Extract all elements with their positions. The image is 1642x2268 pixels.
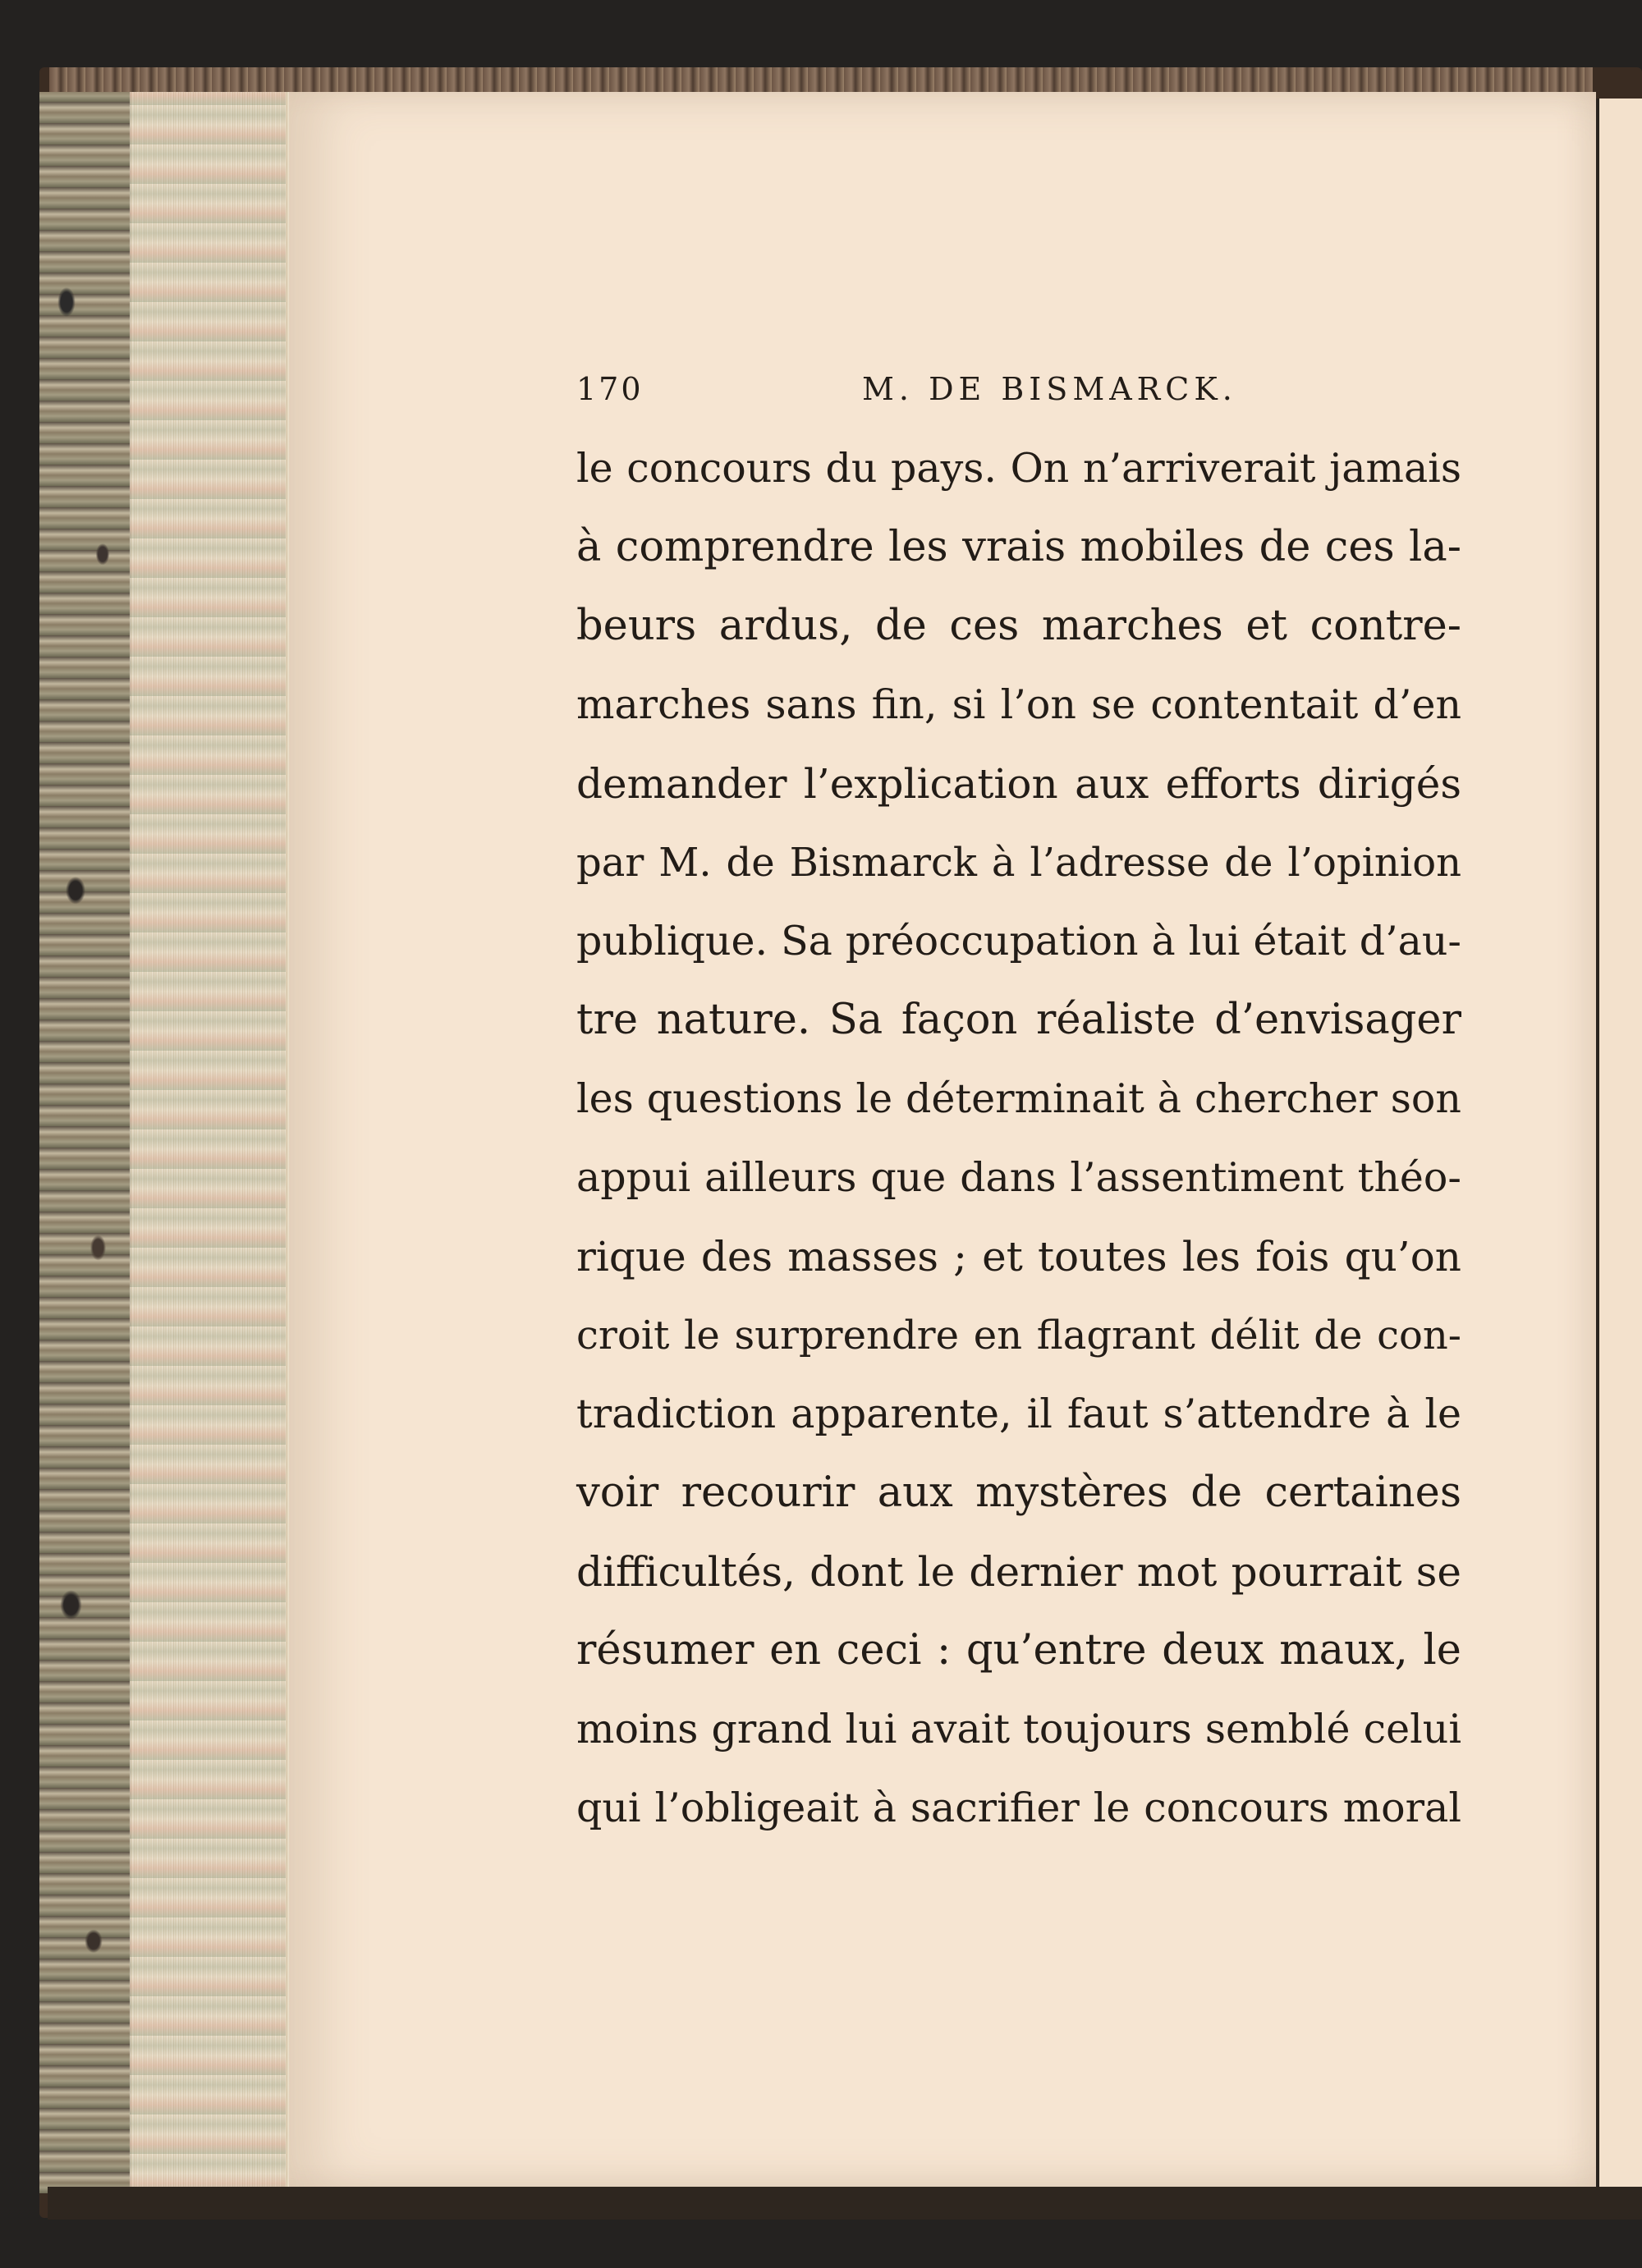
page-number: 170 <box>576 371 644 407</box>
text-line: demander l’explication aux efforts dirigés <box>576 760 1461 808</box>
body-text <box>576 429 1461 1848</box>
page-stack-edge <box>130 92 286 2193</box>
text-line: croit le surprendre en flagrant délit de con- <box>576 1313 1461 1359</box>
text-line: tradiction apparente, il faut s’attendre à le <box>576 1391 1461 1437</box>
text-line: résumer en ceci : qu’entre deux maux, le <box>576 1626 1461 1675</box>
text-line: publique. Sa préoccupation à lui était d’au- <box>576 918 1461 964</box>
text-line: voir recourir aux mystères de certaines <box>576 1468 1461 1517</box>
text-line: les questions le déterminait à chercher son <box>576 1075 1461 1122</box>
book-bottom-edge <box>48 2187 1642 2220</box>
text-line: rique des masses ; et toutes les fois qu’on <box>576 1233 1461 1281</box>
marbled-edge <box>39 92 131 2193</box>
text-line: à comprendre les vrais mobiles de ces la- <box>576 523 1461 571</box>
running-title: M. DE BISMARCK. <box>862 371 1237 407</box>
text-line: beurs ardus, de ces marches et contre- <box>576 602 1461 650</box>
book-top-edge <box>49 67 1593 92</box>
text-line: difficultés, dont le dernier mot pourrait se <box>576 1548 1461 1596</box>
text-line: le concours du pays. On n’arriverait jamais <box>576 445 1461 492</box>
running-header <box>576 371 1461 420</box>
text-line: qui l’obligeait à sacrifier le concours moral <box>576 1785 1461 1831</box>
text-line: appui ailleurs que dans l’assentiment théo- <box>576 1154 1461 1201</box>
text-line: tre nature. Sa façon réaliste d’envisager <box>576 996 1461 1044</box>
text-line: par M. de Bismarck à l’adresse de l’opinion <box>576 840 1461 886</box>
text-line: marches sans fin, si l’on se contentait d’en <box>576 681 1461 728</box>
text-line: moins grand lui avait toujours semblé celui <box>576 1706 1461 1753</box>
right-page-sliver <box>1596 99 1642 2188</box>
